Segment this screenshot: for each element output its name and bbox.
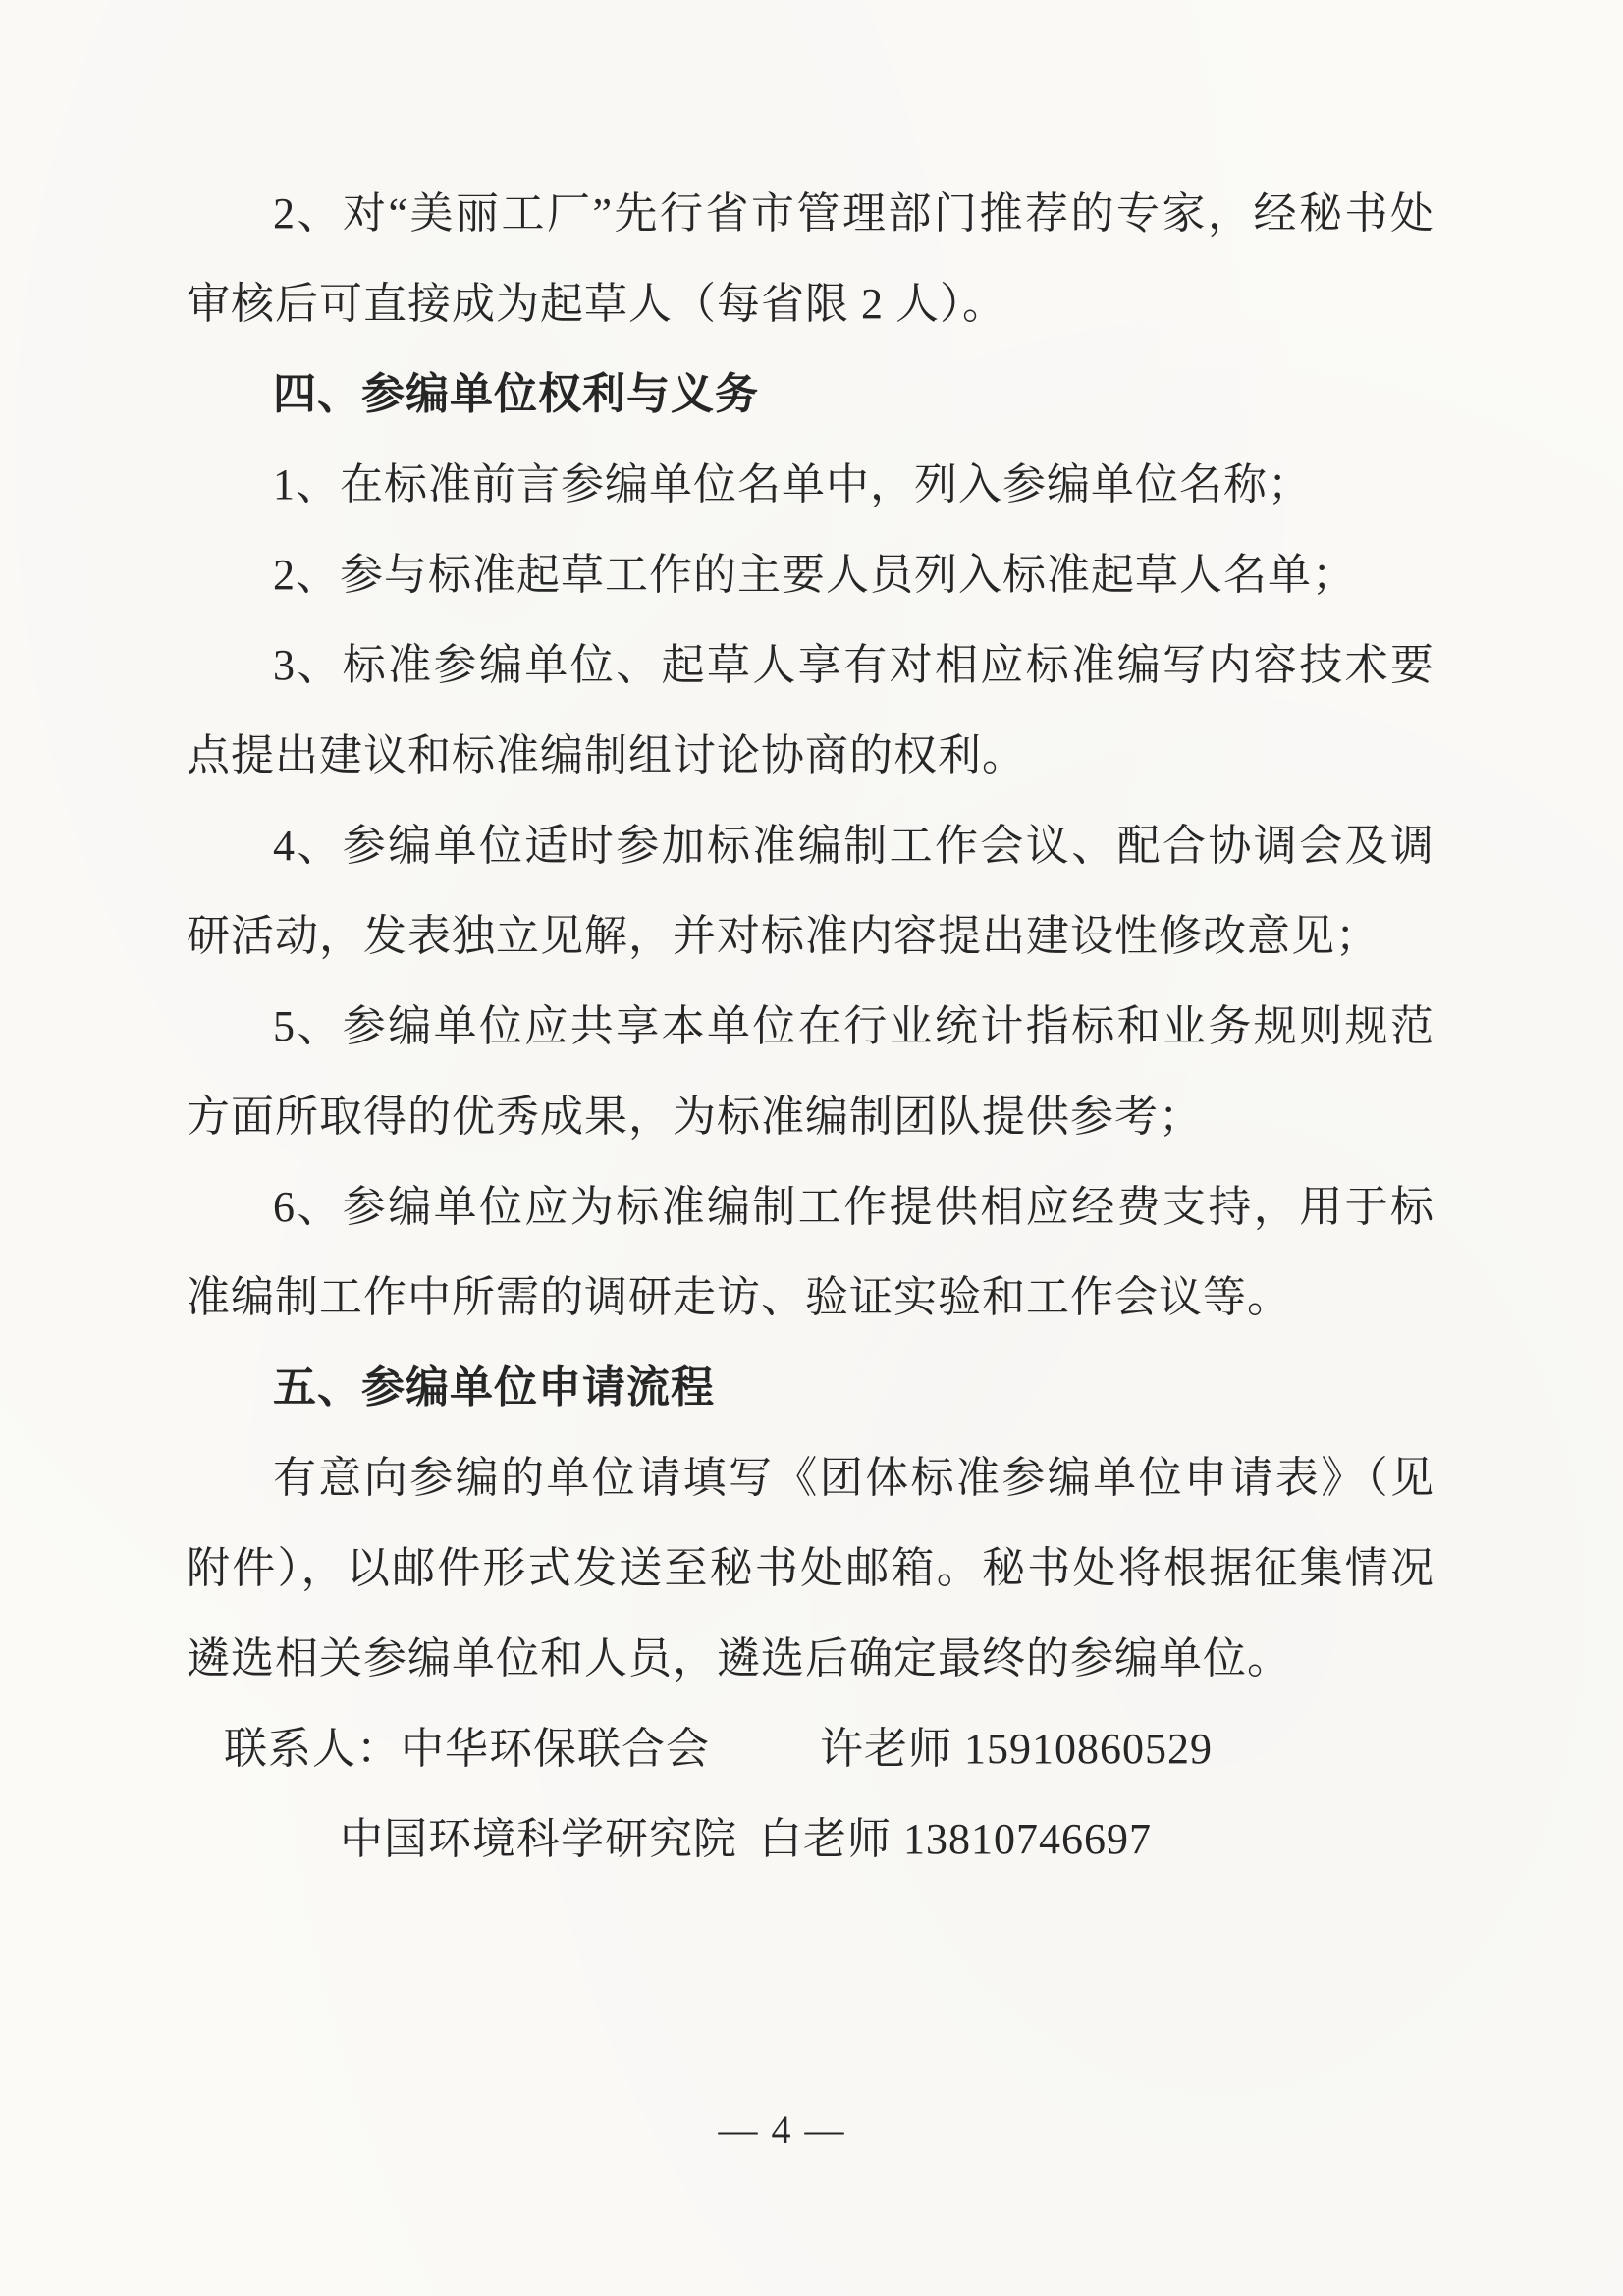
section-heading-application-process: 五、参编单位申请流程 xyxy=(273,1363,715,1412)
list-item-5: 5、参编单位应共享本单位在行业统计指标和业务规则规范方面所取得的优秀成果，为标准编制团队提供参考； xyxy=(187,1002,1434,1141)
contact-label: 联系人： xyxy=(224,1725,401,1773)
contact-org-1: 中华环保联合会 xyxy=(401,1725,710,1773)
contact-person-1: 许老师 xyxy=(820,1725,952,1773)
page-number: — 4 — xyxy=(718,2108,846,2152)
contact-line-1 xyxy=(187,1704,1434,1794)
page-footer xyxy=(0,2107,1564,2153)
paragraph-application-instructions: 有意向参编的单位请填写《团体标准参编单位申请表》（见附件），以邮件形式发送至秘书处邮箱。秘书处将根据征集情况遴选相关参编单位和人员，遴选后确定最终的参编单位。 xyxy=(187,1454,1434,1682)
section-heading-rights-obligations: 四、参编单位权利与义务 xyxy=(273,370,759,418)
list-item-4: 4、参编单位适时参加标准编制工作会议、配合协调会及调研活动，发表独立见解，并对标准内容提出建设性修改意见； xyxy=(187,822,1434,960)
contact-org-2: 中国环境科学研究院 xyxy=(340,1815,737,1863)
list-item-6: 6、参编单位应为标准编制工作提供相应经费支持，用于标准编制工作中所需的调研走访、验证实验和工作会议等。 xyxy=(187,1183,1434,1321)
list-item-2: 2、参与标准起草工作的主要人员列入标准起草人名单； xyxy=(273,551,1356,599)
paragraph-expert-recommendation: 2、对“美丽工厂”先行省市管理部门推荐的专家，经秘书处审核后可直接成为起草人（每省限 2 人）。 xyxy=(187,189,1434,328)
contact-phone-1: 15910860529 xyxy=(964,1725,1213,1773)
list-item-3: 3、标准参编单位、起草人享有对相应标准编写内容技术要点提出建议和标准编制组讨论协商的权利。 xyxy=(187,641,1434,779)
contact-line-2 xyxy=(187,1794,1434,1885)
contact-person-2: 白老师 xyxy=(759,1815,892,1863)
contact-phone-2: 13810746697 xyxy=(903,1815,1152,1863)
document-body xyxy=(187,169,1434,1885)
list-item-1: 1、在标准前言参编单位名单中，列入参编单位名称； xyxy=(273,460,1312,508)
